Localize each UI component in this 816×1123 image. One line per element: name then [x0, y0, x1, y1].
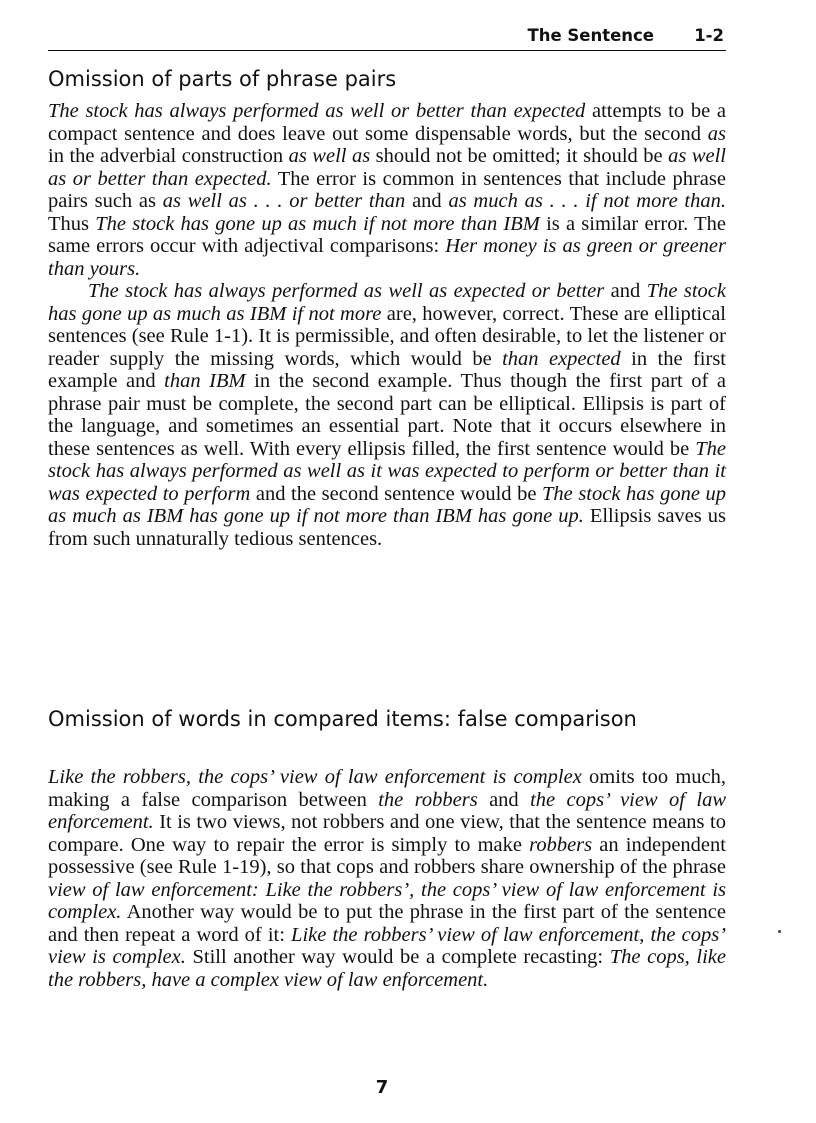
body-text: attempts to be a compact sentence and does leave out some dispensable words, but the second: [48, 100, 726, 145]
body-text: Still another way would be a complete recasting:: [185, 946, 610, 968]
page-number: 7: [375, 1077, 389, 1098]
body-text: The error is common in sentences that include phrase pairs such as: [48, 167, 726, 212]
body-text: and: [405, 190, 449, 212]
example-text: The stock has always performed as well as expected or better: [88, 280, 605, 302]
body-text: in the first example and: [48, 347, 726, 392]
example-text: than expected: [502, 347, 621, 370]
example-text: view of law enforcement:: [48, 878, 259, 901]
body-text: It is two views, not robbers and one view, that the sentence means to compare. One way to repair the error is simply to make: [48, 811, 726, 856]
example-text: as well as: [288, 145, 371, 167]
example-text: as well as or better than expected.: [48, 145, 726, 190]
example-text: the robbers: [378, 788, 478, 811]
body-text: should not be omitted; it should be: [370, 145, 669, 167]
running-head: [48, 26, 726, 51]
paragraph: [48, 280, 726, 550]
running-head-rule-number: 1-2: [694, 26, 724, 45]
example-text: The stock has gone up as much as IBM has gone up if not more than IBM has gone up.: [48, 482, 726, 527]
example-text: The stock has gone up as much if not more than IBM: [95, 212, 540, 235]
section-body-false-comparison: [48, 766, 726, 991]
example-text: as well as . . . or better than: [162, 190, 406, 212]
body-text: is a similar error. The same errors occur with adjectival comparisons:: [48, 212, 727, 257]
example-text: Like the robbers’ view of law enforcement, the cops’ view is complex.: [48, 923, 726, 968]
section-body-phrase-pairs: [48, 100, 726, 550]
body-text: and: [477, 788, 531, 811]
example-text: The stock has gone up as much as IBM if not more: [48, 280, 726, 325]
scan-speck: [778, 930, 781, 933]
body-text: an independent possessive (see Rule 1-19), so that cops and robbers share ownership of the phrase: [48, 833, 726, 878]
example-text: Like the robbers’, the cops’ view of law enforcement is complex.: [48, 878, 726, 923]
example-text: The stock has always performed as well or better than expected: [48, 100, 586, 122]
example-text: than IBM: [164, 370, 246, 392]
example-text: the cops’ view of law enforcement.: [48, 788, 726, 833]
body-text: in the adverbial construction: [48, 145, 289, 167]
example-text: robbers: [529, 833, 593, 856]
example-text: Like the robbers, the cops’ view of law enforcement is complex: [48, 766, 582, 788]
example-text: The stock has always performed as well as it was expected to perform or better than it was expected to perform: [48, 437, 726, 505]
body-text: omits too much, making a false comparison between: [48, 766, 726, 811]
paragraph: [48, 100, 726, 280]
body-text: Thus: [48, 212, 96, 235]
body-text: Ellipsis saves us from such unnaturally tedious sentences.: [48, 505, 726, 550]
example-text: as much as . . . if not more than.: [448, 190, 727, 212]
body-text: and the second sentence would be: [250, 482, 543, 505]
body-text: in the second example. Thus though the first part of a phrase pair must be complete, the second part can be elliptical. Ellipsis is part of the language, and sometimes an essential part. Note that it occurs elsewhere in these sentences as well. With every ellipsis filled, the first sentence would be: [48, 370, 726, 460]
body-text: Another way would be to put the phrase in the first part of the sentence and then repeat a word of it:: [48, 901, 726, 946]
paragraph: [48, 766, 726, 991]
example-text: The cops, like the robbers, have a complex view of law enforcement.: [48, 946, 726, 991]
running-head-title: The Sentence: [527, 26, 654, 45]
section-heading-false-comparison: Omission of words in compared items: false comparison: [48, 707, 637, 731]
example-text: as: [707, 122, 726, 145]
example-text: Her money is as green or greener than yours.: [48, 235, 726, 280]
body-text: and: [604, 280, 647, 302]
body-text: are, however, correct. These are elliptical sentences (see Rule 1-1). It is permissible, and often desirable, to let the listener or reader supply the missing words, which would be: [48, 302, 726, 370]
section-heading-phrase-pairs: Omission of parts of phrase pairs: [48, 67, 397, 91]
